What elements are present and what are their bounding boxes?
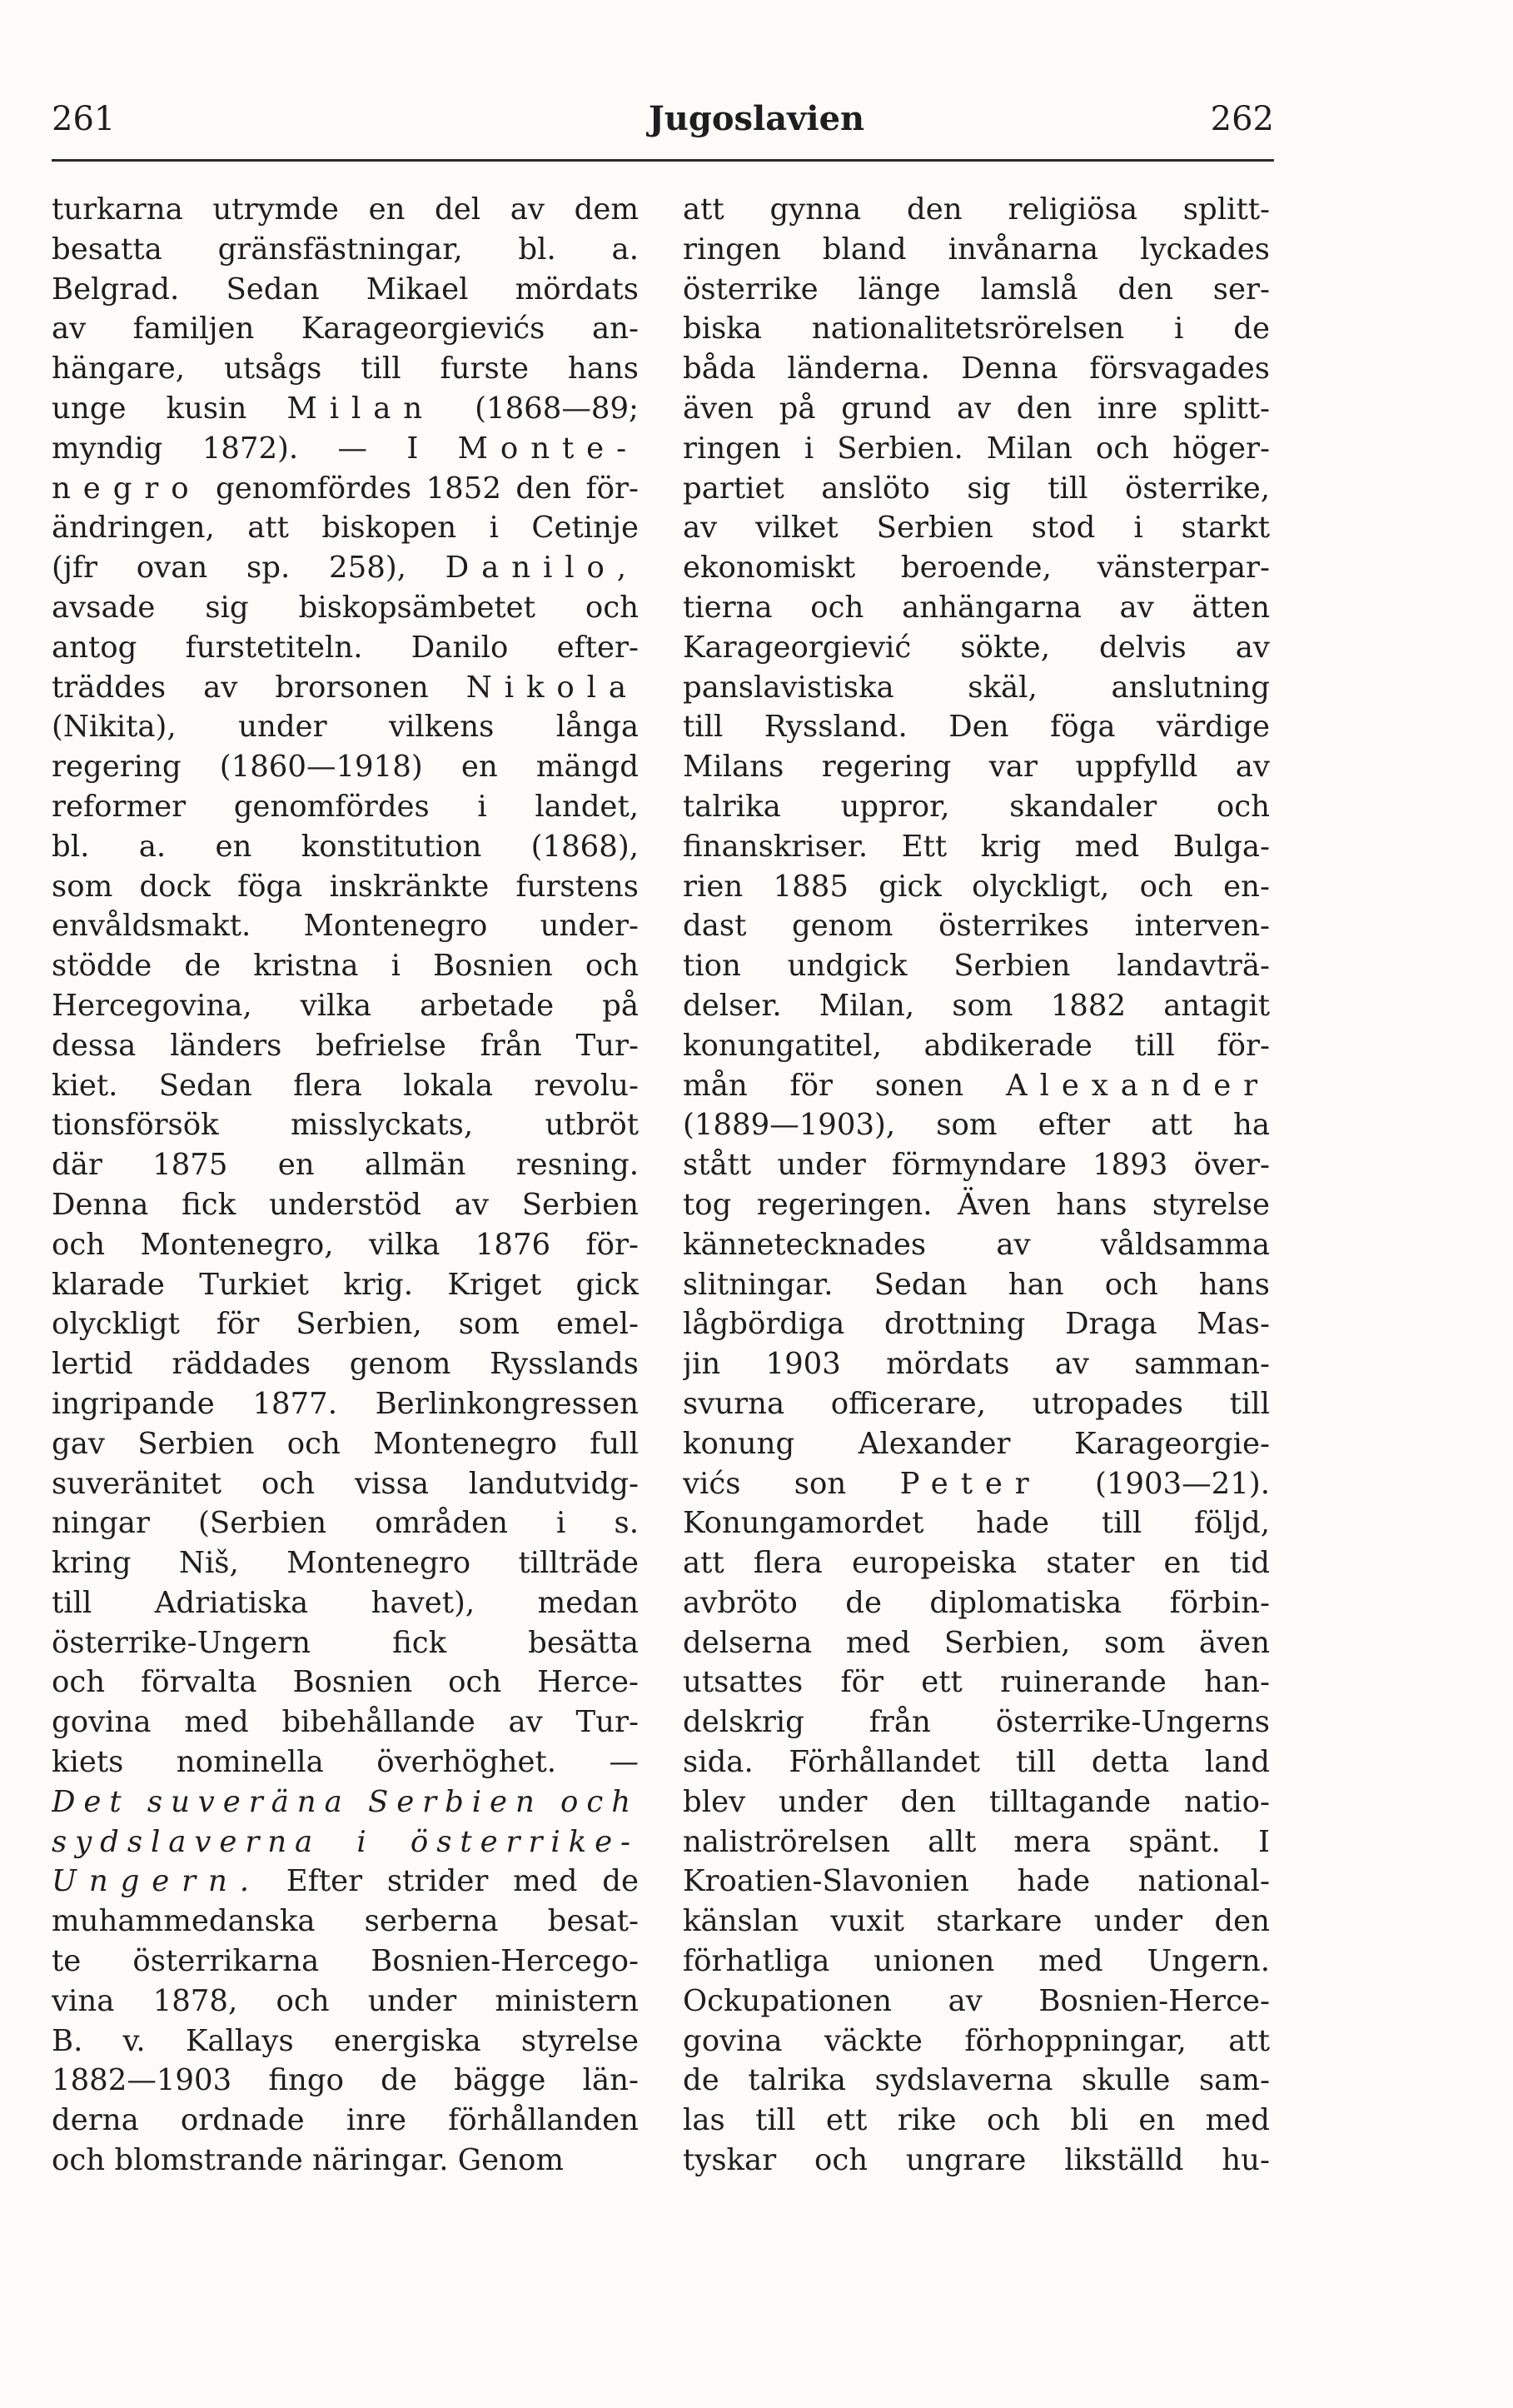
text-line: slitningar. Sedan han och hans xyxy=(683,1267,1270,1302)
text-line: dessa länders befrielse från Tur- xyxy=(52,1028,639,1063)
text-line: (jfr ovan sp. 258), Danilo, xyxy=(52,551,639,586)
text-line: av vilket Serbien stod i starkt xyxy=(683,511,1270,546)
text-line: förhatliga unionen med Ungern. xyxy=(683,1944,1270,1979)
text-line: talrika uppror, skandaler och xyxy=(683,789,1270,824)
text-line: (Nikita), under vilkens långa xyxy=(52,710,639,745)
text-line: hängare, utsågs till furste hans xyxy=(52,351,639,386)
right-text-column xyxy=(683,190,1270,2181)
left-page-number: 261 xyxy=(52,100,116,138)
text-line: av familjen Karageorgievićs an- xyxy=(52,312,639,346)
text-line: där 1875 en allmän resning. xyxy=(52,1148,639,1183)
text-line: avsade sig biskopsämbetet och xyxy=(52,590,639,625)
text-line: vina 1878, och under ministern xyxy=(52,1983,639,2018)
text-line: Kroatien-Slavonien hade national- xyxy=(683,1864,1270,1899)
text-line: las till ett rike och bli en med xyxy=(683,2103,1270,2138)
text-line: muhammedanska serberna besat- xyxy=(52,1904,639,1939)
text-line: och blomstrande näringar. Genom xyxy=(52,2143,565,2178)
text-line: Milans regering var uppfylld av xyxy=(683,750,1270,785)
text-line: tionsförsök misslyckats, utbröt xyxy=(52,1108,639,1143)
text-line: partiet anslöto sig till österrike, xyxy=(683,471,1270,506)
text-line: känslan vuxit starkare under den xyxy=(683,1904,1270,1939)
text-line: regering (1860—1918) en mängd xyxy=(52,750,639,785)
text-line: tierna och anhängarna av ätten xyxy=(683,590,1270,625)
text-line: Ungern. Efter strider med de xyxy=(52,1864,639,1899)
text-line: kiet. Sedan flera lokala revolu- xyxy=(52,1068,639,1103)
text-line: till Adriatiska havet), medan xyxy=(52,1585,639,1620)
text-line: de talrika sydslaverna skulle sam- xyxy=(683,2063,1270,2098)
text-line: govina med bibehållande av Tur- xyxy=(52,1705,639,1740)
text-line: båda länderna. Denna försvagades xyxy=(683,351,1270,386)
text-line: och Montenegro, vilka 1876 för- xyxy=(52,1227,639,1262)
text-line: rien 1885 gick olyckligt, och en- xyxy=(683,869,1270,904)
text-line: B. v. Kallays energiska styrelse xyxy=(52,2023,639,2058)
header-rule xyxy=(52,159,1274,162)
text-line: Denna fick understöd av Serbien xyxy=(52,1187,639,1222)
text-line: ingripande 1877. Berlinkongressen xyxy=(52,1386,639,1421)
text-line: avbröto de diplomatiska förbin- xyxy=(683,1585,1270,1620)
text-line: kiets nominella överhöghet. — xyxy=(52,1745,639,1780)
text-line: ekonomiskt beroende, vänsterpar- xyxy=(683,551,1270,586)
text-line: träddes av brorsonen Nikola xyxy=(52,670,639,705)
text-line: Belgrad. Sedan Mikael mördats xyxy=(52,272,639,307)
text-line: Konungamordet hade till följd, xyxy=(683,1506,1270,1541)
text-line: antog furstetiteln. Danilo efter- xyxy=(52,630,639,665)
text-line: myndig 1872). — I Monte- xyxy=(52,431,639,466)
text-line: govina väckte förhoppningar, att xyxy=(683,2023,1270,2058)
running-title: Jugoslavien xyxy=(648,99,865,138)
text-line: konung Alexander Karageorgie- xyxy=(683,1426,1270,1461)
text-line: besatta gränsfästningar, bl. a. xyxy=(52,232,639,267)
text-line: mån för sonen Alexander xyxy=(683,1068,1270,1103)
text-line: turkarna utrymde en del av dem xyxy=(52,192,639,227)
text-line: sydslaverna i österrike- xyxy=(52,1824,639,1859)
text-line: att gynna den religiösa splitt- xyxy=(683,192,1270,227)
text-line: ningar (Serbien områden i s. xyxy=(52,1506,639,1541)
text-line: Ockupationen av Bosnien-Herce- xyxy=(683,1983,1270,2018)
text-line: gav Serbien och Montenegro full xyxy=(52,1426,639,1461)
text-line: Hercegovina, vilka arbetade på xyxy=(52,988,639,1023)
text-line: bl. a. en konstitution (1868), xyxy=(52,829,639,864)
text-line: stödde de kristna i Bosnien och xyxy=(52,949,639,984)
text-line: stått under förmyndare 1893 över- xyxy=(683,1148,1270,1183)
text-line: kännetecknades av våldsamma xyxy=(683,1227,1270,1262)
text-line: reformer genomfördes i landet, xyxy=(52,789,639,824)
text-line: till Ryssland. Den föga värdige xyxy=(683,710,1270,745)
text-line: unge kusin Milan (1868—89; xyxy=(52,391,639,426)
text-line: Karageorgiević sökte, delvis av xyxy=(683,630,1270,665)
text-line: suveränitet och vissa landutvidg- xyxy=(52,1466,639,1501)
text-line: te österrikarna Bosnien-Hercego- xyxy=(52,1944,639,1979)
text-line: sida. Förhållandet till detta land xyxy=(683,1745,1270,1780)
text-line: konungatitel, abdikerade till för- xyxy=(683,1028,1270,1063)
text-line: att flera europeiska stater en tid xyxy=(683,1546,1270,1581)
text-line: österrike länge lamslå den ser- xyxy=(683,272,1270,307)
text-line: delserna med Serbien, som även xyxy=(683,1625,1270,1660)
text-line: lågbördiga drottning Draga Mas- xyxy=(683,1307,1270,1342)
text-line: ändringen, att biskopen i Cetinje xyxy=(52,511,639,546)
text-line: panslavistiska skäl, anslutning xyxy=(683,670,1270,705)
text-line: lertid räddades genom Rysslands xyxy=(52,1347,639,1382)
text-line: kring Niš, Montenegro tillträde xyxy=(52,1546,639,1581)
text-line: utsattes för ett ruinerande han- xyxy=(683,1665,1270,1700)
text-line: även på grund av den inre splitt- xyxy=(683,391,1270,426)
text-line: österrike-Ungern fick besätta xyxy=(52,1625,639,1660)
text-line: finanskriser. Ett krig med Bulga- xyxy=(683,829,1270,864)
text-line: vićs son Peter (1903—21). xyxy=(683,1466,1270,1501)
left-text-column xyxy=(52,190,639,2181)
text-line: envåldsmakt. Montenegro under- xyxy=(52,909,639,944)
text-line: svurna officerare, utropades till xyxy=(683,1386,1270,1421)
text-line: biska nationalitetsrörelsen i de xyxy=(683,312,1270,346)
text-line: ringen i Serbien. Milan och höger- xyxy=(683,431,1270,466)
text-line: tyskar och ungrare likställd hu- xyxy=(683,2143,1270,2178)
text-line: delser. Milan, som 1882 antagit xyxy=(683,988,1270,1023)
text-line: Det suveräna Serbien och xyxy=(52,1784,639,1819)
right-page-number: 262 xyxy=(1210,100,1274,138)
text-line: tion undgick Serbien landavträ- xyxy=(683,949,1270,984)
text-line: derna ordnade inre förhållanden xyxy=(52,2103,639,2138)
text-line: blev under den tilltagande natio- xyxy=(683,1784,1270,1819)
text-line: 1882—1903 fingo de bägge län- xyxy=(52,2063,639,2098)
text-line: naliströrelsen allt mera spänt. I xyxy=(683,1824,1270,1859)
text-line: delskrig från österrike-Ungerns xyxy=(683,1705,1270,1740)
text-line: olyckligt för Serbien, som emel- xyxy=(52,1307,639,1342)
text-line: jin 1903 mördats av samman- xyxy=(683,1347,1270,1382)
text-line: dast genom österrikes interven- xyxy=(683,909,1270,944)
text-line: klarade Turkiet krig. Kriget gick xyxy=(52,1267,639,1302)
text-line: tog regeringen. Även hans styrelse xyxy=(683,1187,1270,1222)
text-line: och förvalta Bosnien och Herce- xyxy=(52,1665,639,1700)
text-line: (1889—1903), som efter att ha xyxy=(683,1108,1270,1143)
text-line: som dock föga inskränkte furstens xyxy=(52,869,639,904)
text-line: negro genomfördes 1852 den för- xyxy=(52,471,639,506)
text-line: ringen bland invånarna lyckades xyxy=(683,232,1270,267)
